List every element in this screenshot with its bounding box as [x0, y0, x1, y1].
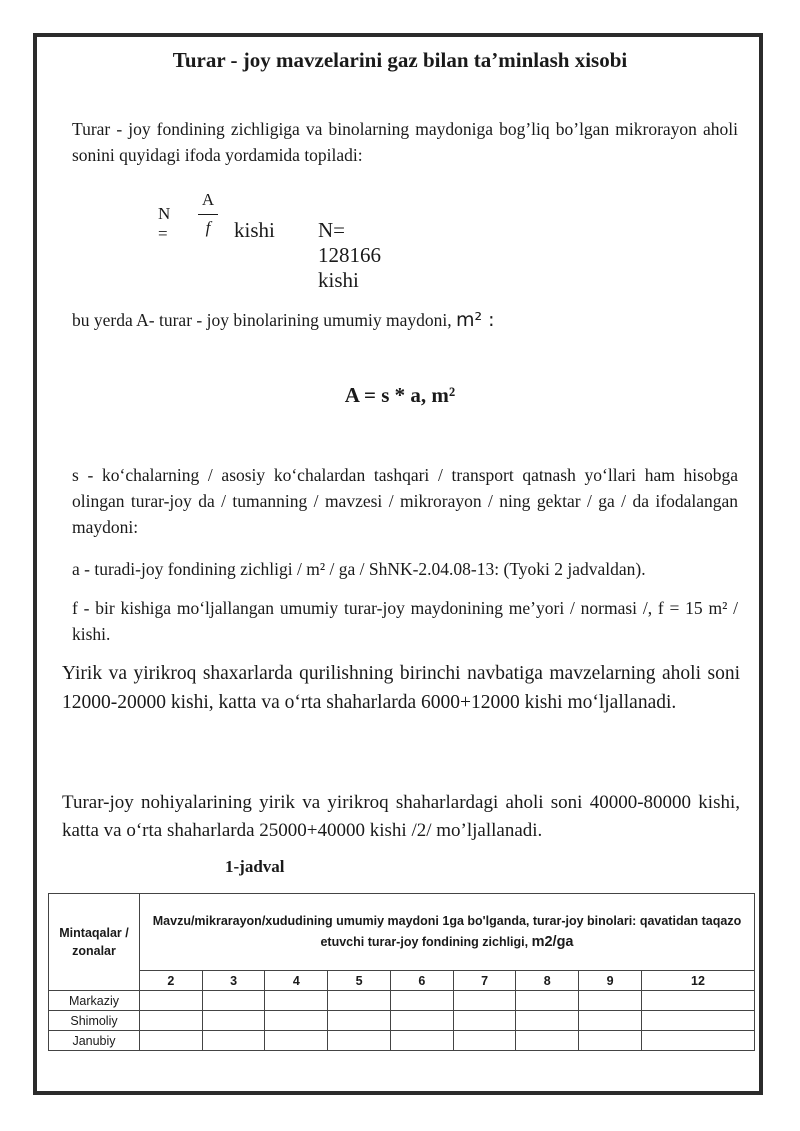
value-cell	[265, 1011, 328, 1031]
value-cell	[453, 991, 516, 1011]
density-table	[48, 893, 755, 1051]
density-header-unit: m2/ga	[531, 934, 574, 950]
where-unit: m² :	[455, 309, 495, 331]
value-cell	[328, 1011, 391, 1031]
value-cell	[453, 1011, 516, 1031]
floor-cell: 2	[140, 971, 203, 991]
document-title: Turar - joy mavzelarini gaz bilan ta’minlash xisobi	[172, 48, 628, 72]
population-paragraph: Yirik va yirikroq shaxarlarda qurilishning birinchi navbatiga mavzelarning aholi soni 12000-20000 kishi, katta va o‘rta shaharlarda 6000+12000 kishi mo‘ljallanadi.	[62, 663, 740, 713]
value-cell	[140, 1011, 203, 1031]
value-cell	[328, 1031, 391, 1051]
value-cell	[516, 1011, 579, 1031]
floor-cell: 8	[516, 971, 579, 991]
value-cell	[390, 1031, 453, 1051]
value-cell	[390, 991, 453, 1011]
definition-f: f - bir kishiga mo‘ljallangan umumiy turar-joy maydonining me’yori / normasi /, f = 15 m² / kishi.	[72, 598, 738, 644]
zone-cell: Shimoliy	[49, 1011, 140, 1031]
value-cell	[579, 1031, 642, 1051]
density-header-text: Mavzu/mikrarayon/xududining umumiy maydoni 1ga bo'lganda, turar-joy binolari: qavatidan taqazo etuvchi turar-joy fondining zichligi,	[152, 914, 742, 949]
definition-s: s - ko‘chalarning / asosiy ko‘chalardan tashqari / transport qatnash yo‘llari ham hisobga olingan turar-joy da / tumanning / mavzesi / mikrorayon / ning gektar / ga / da ifodalangan maydoni:	[72, 465, 738, 537]
fraction-bar	[198, 214, 218, 215]
zone-cell: Janubiy	[49, 1031, 140, 1051]
zone-cell: Markaziy	[49, 991, 140, 1011]
value-cell	[140, 991, 203, 1011]
floor-cell: 6	[390, 971, 453, 991]
value-cell	[516, 991, 579, 1011]
where-paragraph	[72, 307, 495, 333]
floor-cell: 3	[202, 971, 265, 991]
table-row	[49, 1011, 755, 1031]
formula-unit: kishi	[234, 218, 275, 242]
formula-numerator: A	[201, 190, 215, 209]
floors-row	[49, 971, 755, 991]
table-row	[49, 1031, 755, 1051]
value-cell	[202, 1031, 265, 1051]
intro-paragraph: Turar - joy fondining zichligiga va binolarning maydoniga bog’liq bo’lgan mikrorayon aholi sonini quyidagi ifoda yordamida topiladi:	[72, 119, 738, 165]
value-cell	[265, 991, 328, 1011]
value-cell	[453, 1031, 516, 1051]
floor-cell: 7	[453, 971, 516, 991]
floor-cell: 9	[579, 971, 642, 991]
districts-paragraph: Turar-joy nohiyalarining yirik va yirikroq shaharlardagi aholi soni 40000-80000 kishi, katta va o‘rta shaharlarda 25000+40000 kishi /2/ mo’ljallanadi.	[62, 792, 740, 841]
value-cell	[579, 991, 642, 1011]
value-cell	[642, 991, 755, 1011]
floor-cell: 12	[642, 971, 755, 991]
value-cell	[390, 1011, 453, 1031]
density-header	[140, 894, 755, 971]
value-cell	[328, 991, 391, 1011]
value-cell	[642, 1011, 755, 1031]
formula-lhs: N =	[158, 204, 171, 243]
formula-result: N= 128166 kishi	[318, 218, 381, 292]
where-text: bu yerda A- turar - joy binolarining umumiy maydoni,	[72, 310, 456, 330]
formula-denominator: f	[205, 218, 211, 237]
table-row	[49, 991, 755, 1011]
value-cell	[140, 1031, 203, 1051]
value-cell	[202, 1011, 265, 1031]
table-header-row	[49, 894, 755, 971]
floor-cell: 5	[328, 971, 391, 991]
equation-a: A = s * a, m²	[344, 383, 456, 407]
table-caption: 1-jadval	[225, 857, 285, 876]
definition-a: a - turadi-joy fondining zichligi / m² / ga / ShNK-2.04.08-13: (Tyoki 2 jadvaldan).	[72, 559, 646, 579]
value-cell	[516, 1031, 579, 1051]
floor-cell: 4	[265, 971, 328, 991]
value-cell	[579, 1011, 642, 1031]
zone-header: Mintaqalar / zonalar	[49, 894, 140, 991]
value-cell	[265, 1031, 328, 1051]
value-cell	[202, 991, 265, 1011]
value-cell	[642, 1031, 755, 1051]
